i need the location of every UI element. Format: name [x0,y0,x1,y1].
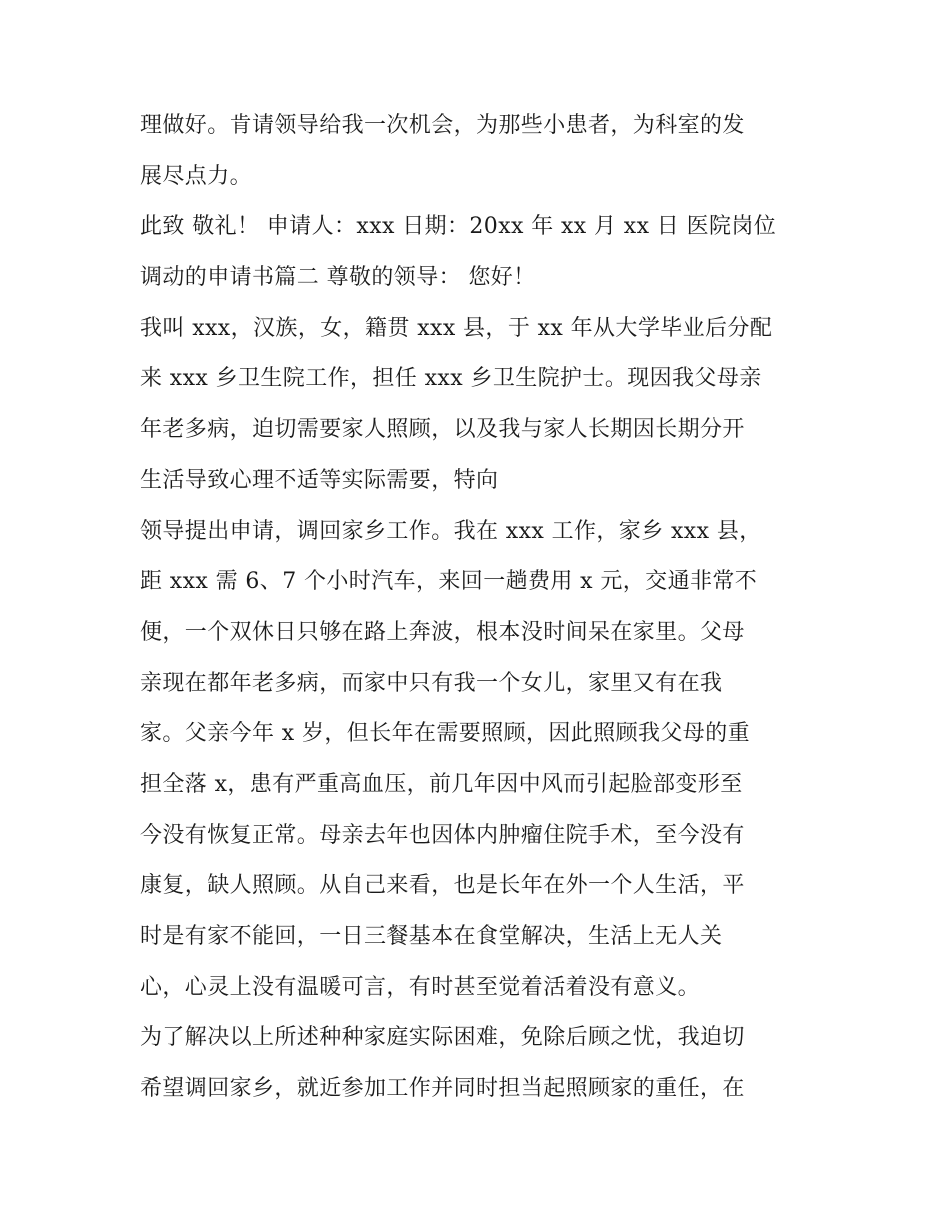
text-line: 调动的申请书篇二 尊敬的领导： 您好！ [140,265,536,291]
text-line: 距 xxx 需 6、7 个小时汽车，来回一趟费用 x 元，交通非常不 [140,569,758,595]
text-line: 此致 敬礼！ 申请人：xxx 日期：20xx 年 xx 月 xx 日 医院岗位 [140,214,777,240]
text-line: 便，一个双休日只够在路上奔波，根本没时间呆在家里。父母 [140,619,745,645]
text-line: 来 xxx 乡卫生院工作，担任 xxx 乡卫生院护士。现因我父母亲 [140,366,762,392]
text-line: 为了解决以上所述种种家庭实际困难，免除后顾之忧，我迫切 [140,1025,745,1051]
text-line: 家。父亲今年 x 岁，但长年在需要照顾，因此照顾我父母的重 [140,721,750,747]
text-line: 展尽点力。 [140,163,253,189]
text-line: 我叫 xxx，汉族，女，籍贯 xxx 县，于 xx 年从大学毕业后分配 [140,315,773,341]
text-line: 希望调回家乡，就近参加工作并同时担当起照顾家的重任，在 [140,1076,745,1102]
text-line: 生活导致心理不适等实际需要，特向 [140,467,499,493]
text-line: 领导提出申请，调回家乡工作。我在 xxx 工作，家乡 xxx 县， [140,518,762,544]
text-line: 心，心灵上没有温暖可言，有时甚至觉着活着没有意义。 [140,974,701,1000]
text-line: 今没有恢复正常。母亲去年也因体内肿瘤住院手术，至今没有 [140,822,745,848]
text-line: 年老多病，迫切需要家人照顾，以及我与家人长期因长期分开 [140,417,745,443]
text-line: 理做好。肯请领导给我一次机会，为那些小患者，为科室的发 [140,113,745,138]
document-body [140,101,820,1115]
text-line: 亲现在都年老多病，而家中只有我一个女儿，家里又有在我 [140,670,723,696]
text-line: 时是有家不能回，一日三餐基本在食堂解决，生活上无人关 [140,924,723,949]
text-line: 康复，缺人照顾。从自己来看，也是长年在外一个人生活，平 [140,873,745,899]
text-line: 担全落 x，患有严重高血压，前几年因中风而引起脸部变形至 [140,771,743,797]
